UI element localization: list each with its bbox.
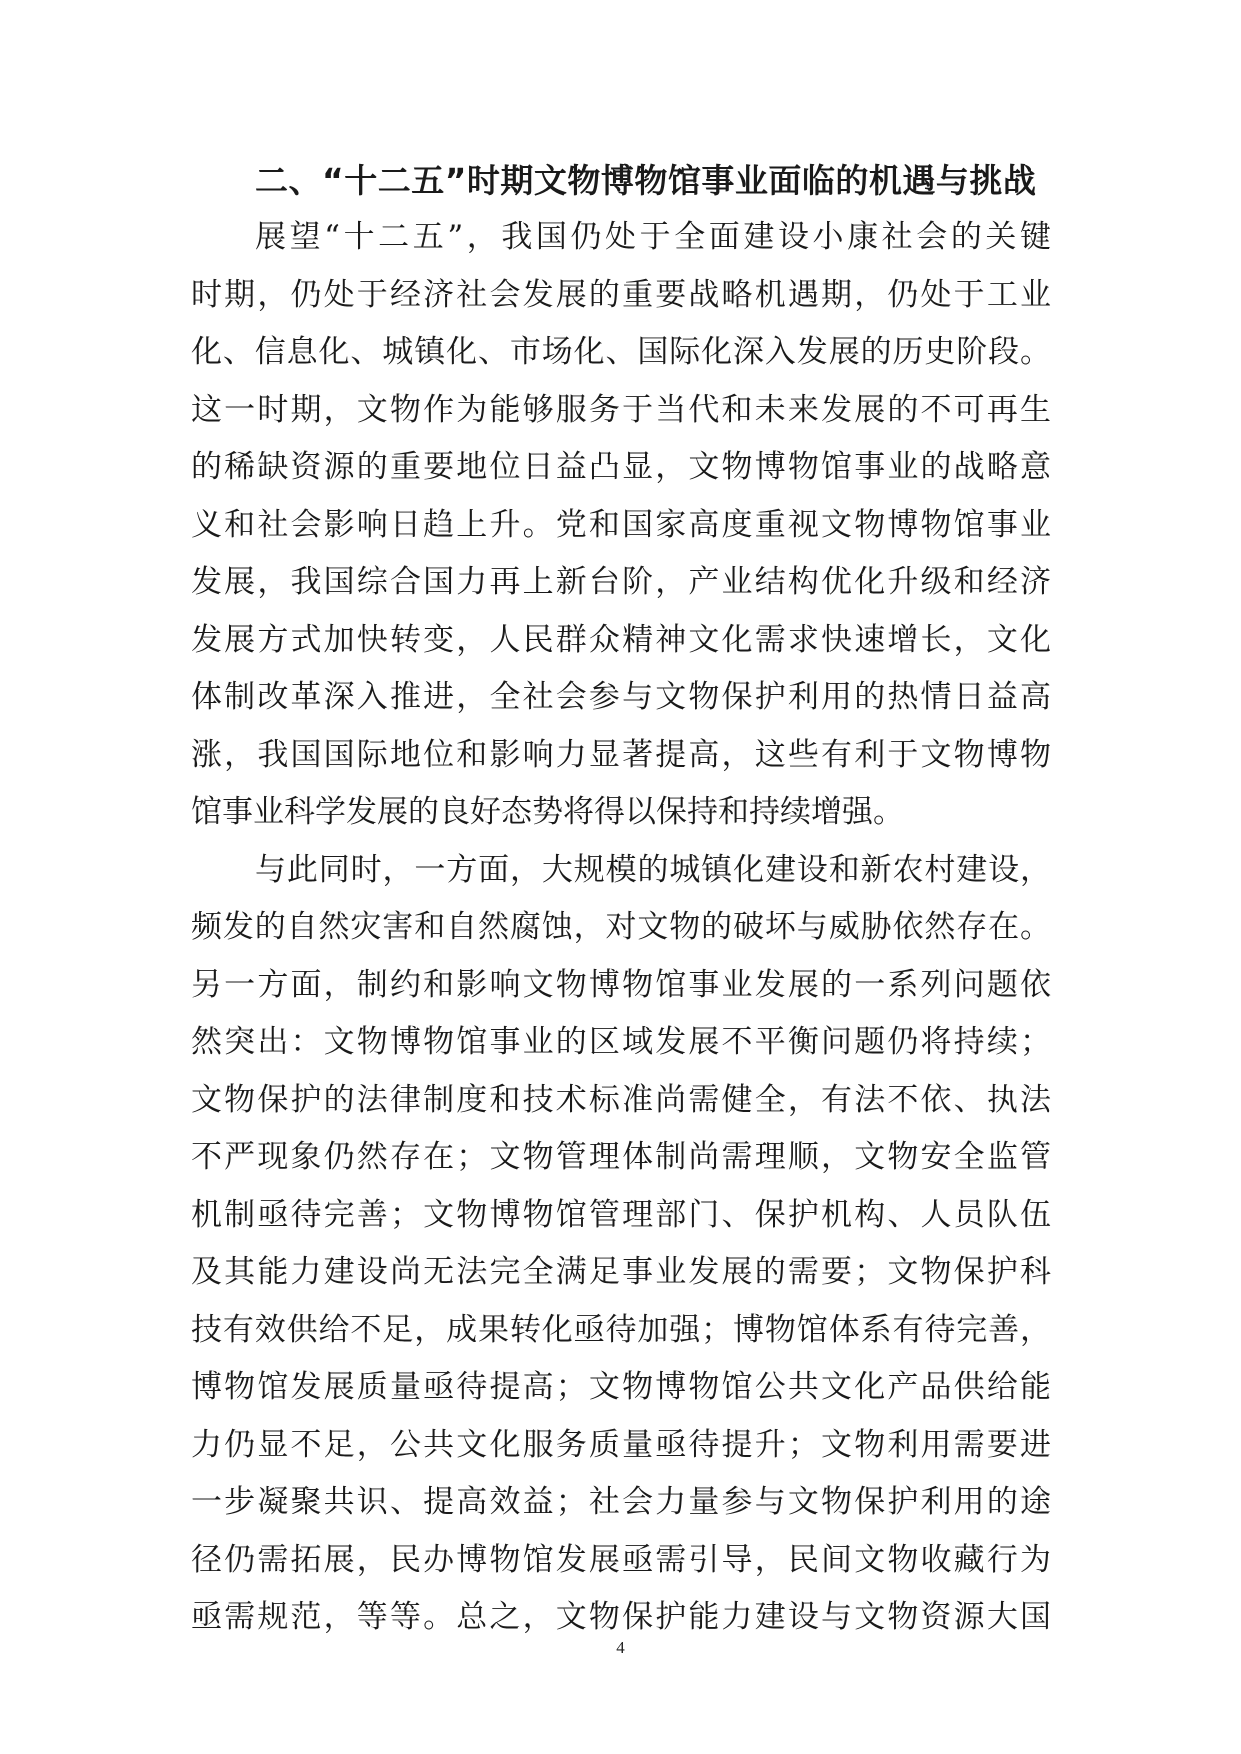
text-line: 发展，我国综合国力再上新台阶，产业结构优化升级和经济 <box>191 564 1051 600</box>
page-content <box>191 152 1051 1647</box>
text-line: 展望“十二五”，我国仍处于全面建设小康社会的关键 <box>255 219 1051 255</box>
page-number: 4 <box>616 1638 625 1657</box>
text-line: 径仍需拓展，民办博物馆发展亟需引导，民间文物收藏行为 <box>191 1541 1051 1578</box>
text-line: 涨，我国国际地位和影响力显著提高，这些有利于文物博物 <box>191 736 1051 773</box>
text-line: 文物保护的法律制度和技术标准尚需健全，有法不依、执法 <box>191 1081 1051 1118</box>
text-line: 一步凝聚共识、提高效益；社会力量参与文物保护利用的途 <box>191 1484 1051 1520</box>
text-line: 及其能力建设尚无法完全满足事业发展的需要；文物保护科 <box>191 1254 1051 1290</box>
paragraph-opportunities <box>191 209 1051 842</box>
text-line: 与此同时，一方面，大规模的城镇化建设和新农村建设， <box>255 851 1051 888</box>
text-line: 馆事业科学发展的良好态势将得以保持和持续增强。 <box>191 794 904 830</box>
text-line: 的稀缺资源的重要地位日益凸显，文物博物馆事业的战略意 <box>191 449 1051 485</box>
text-line: 机制亟待完善；文物博物馆管理部门、保护机构、人员队伍 <box>191 1196 1051 1233</box>
text-line: 化、信息化、城镇化、市场化、国际化深入发展的历史阶段。 <box>191 334 1051 370</box>
section-heading: 二、“十二五”时期文物博物馆事业面临的机遇与挑战 <box>255 161 1037 200</box>
text-line: 博物馆发展质量亟待提高；文物博物馆公共文化产品供给能 <box>191 1369 1051 1405</box>
text-line: 频发的自然灾害和自然腐蚀，对文物的破坏与威胁依然存在。 <box>191 909 1051 945</box>
text-line: 亟需规范，等等。总之，文物保护能力建设与文物资源大国 <box>191 1599 1051 1635</box>
text-line: 发展方式加快转变，人民群众精神文化需求快速增长，文化 <box>191 621 1051 658</box>
text-line: 这一时期，文物作为能够服务于当代和未来发展的不可再生 <box>191 391 1051 428</box>
text-line: 时期，仍处于经济社会发展的重要战略机遇期，仍处于工业 <box>191 276 1051 313</box>
text-line: 技有效供给不足，成果转化亟待加强；博物馆体系有待完善， <box>191 1311 1051 1348</box>
text-line: 义和社会影响日趋上升。党和国家高度重视文物博物馆事业 <box>191 506 1051 543</box>
text-line: 不严现象仍然存在；文物管理体制尚需理顺，文物安全监管 <box>191 1139 1051 1175</box>
paragraph-challenges <box>191 842 1051 1647</box>
text-line: 体制改革深入推进，全社会参与文物保护利用的热情日益高 <box>191 679 1051 715</box>
text-line: 另一方面，制约和影响文物博物馆事业发展的一系列问题依 <box>191 966 1051 1003</box>
text-line: 然突出：文物博物馆事业的区域发展不平衡问题仍将持续； <box>191 1024 1051 1060</box>
text-line: 力仍显不足，公共文化服务质量亟待提升；文物利用需要进 <box>191 1426 1051 1463</box>
